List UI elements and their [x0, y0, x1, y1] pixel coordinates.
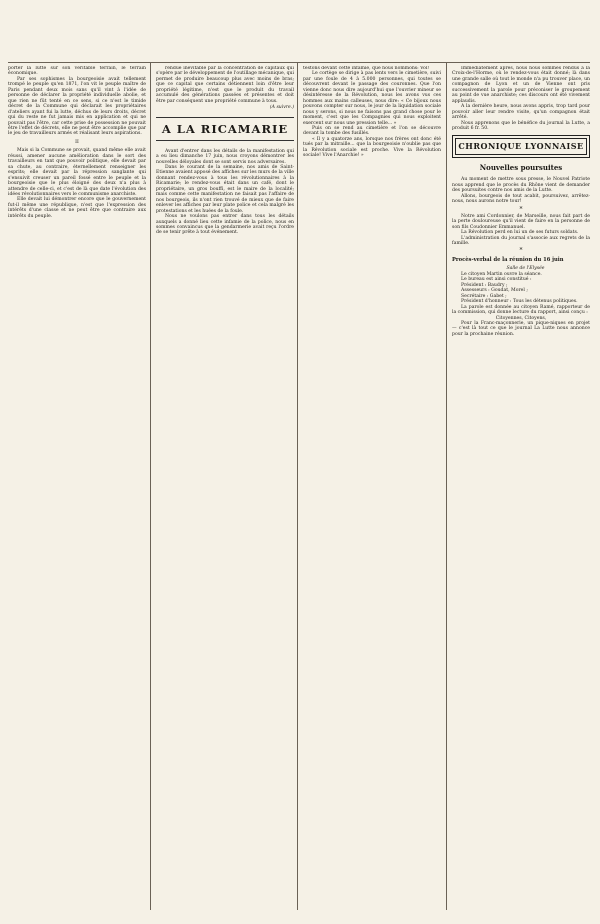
paragraph: Dans le courant de la semaine, nos amis de Saint-Etienne avaient apposé des affiches sur les murs de la ville donnant rendez-vous à tous les révolutionnaires à la Ricamarie; le rendez-vous était dans un café, dont le propriétaire, un gros bouffi, est le maire de la localité; mais comme cette manifestation ne faisait pas l'affaire de nos bourgeois, ils n'ont rien trouvé de mieux que de faire enlever les affiches par leur plate police et cela malgré les protestations et les huées de la foule.: [156, 164, 294, 214]
column-rule: [446, 62, 447, 910]
paragraph: Secrétaire : Gabet ;: [461, 293, 507, 299]
column-rule: [297, 62, 298, 910]
paragraph: testons devant cette infamie, que nous nommons: Vol!: [303, 66, 430, 71]
section-title: CHRONIQUE LYONNAISE: [455, 138, 587, 155]
paragraph: Le citoyen Martin ouvre la séance.: [461, 271, 542, 277]
paragraph: Allons, bourgeois de tout acabit, poursuivez, arrêtez-nous, nous aurons notre tour!: [452, 193, 590, 205]
section-number: II: [75, 139, 79, 145]
paragraph: Le cortège se dirige à pas lents vers le cimetière, suivi par une foule de 4 à 5.000 personnes, qui toutes se découvrent devant le passage des couronnes. Que l'on vienne donc nous dire aujourd'hui que l'ouvrier mineur se désintéresse de la Révolution, nous les avons vus ces hommes aux mains calleuses, nous dire: « Ce bijoux nous pouvons compter sur nous, le jour de la liquidation sociale nous y serons, si nous ne faisons pas grand chose pour le moment, c'est que les Compagnies qui nous exploitent exercent sur nous une pression telle... »: [303, 71, 441, 126]
paragraph: A la dernière heure, nous avons appris, trop tard pour pouvoir aller leur rendre visite, qu'un compagnon était arrêté.: [452, 104, 590, 121]
paragraph: Puis on se rend au cimetière et l'on se découvre devant la tombe des fusillés.: [303, 125, 441, 137]
paragraph: porter la lutte sur son véritable terrain, le terrain économique.: [8, 66, 146, 77]
paragraph: Avant d'entrer dans les détails de la manifestation qui a eu lieu dimanche 17 juin, nous croyons démontrer les nouvelles déloyales dont se sont servis nos adversaires.: [156, 148, 294, 165]
paragraph: Au moment de mettre sous presse, le Nouvel Patriote nous apprend que le procès du Rhône vient de demander des poursuites contre nos amis de la Lutte.: [452, 177, 590, 194]
paragraph: Notre ami Cordonnier, de Marseille, nous fait part de la perte douloureuse qu'il vient de faire en la personne de son fils Coudonnier Emmanuel.: [452, 213, 590, 230]
separator-asterisk: *: [519, 247, 523, 255]
paragraph: La parole est donnée au citoyen Ramé, rapporteur de la commission, qui donne lecture du rapport, ainsi conçu :: [452, 304, 590, 316]
paragraph: La Révolution perd en lui un de ses futurs soldats.: [461, 230, 579, 236]
paragraph: L'administration du journal s'associe aux regrets de la famille.: [452, 235, 590, 246]
paragraph: Citoyennes, Citoyens,: [495, 315, 547, 321]
top-rule: [8, 62, 590, 63]
article-signature: (A suivre.): [269, 105, 294, 111]
article-heading: Procès-verbal de la réunion du 16 juin: [452, 257, 564, 264]
column-4: [452, 66, 590, 910]
paragraph: Le bureau est ainsi constitué :: [461, 277, 532, 283]
paragraph: Nous apprenons que le bénéfice du journal la Lutte, a produit 6 fr. 50.: [452, 120, 590, 131]
section-box: [452, 135, 590, 158]
paragraph: Assesseurs : Goudat, Morel ;: [461, 288, 528, 294]
article-subtitle: Nouvelles poursuites: [479, 163, 563, 173]
paragraph: Immédiatement après, nous nous sommes rendus à la Croix-de-l'Horme, où le rendez-vous était donné; là dans une grande salle où tout le monde n'a pu trouver place, un compagnon de Lyon et un de Vienne ont pris successivement la parole pour préconiser le groupement au point de vue anarchiste; ces discours ont été vivement applaudis.: [452, 66, 590, 104]
paragraph: rendue inévitable par la concentration de capitaux qui s'opère par le développement de l'outillage mécanique, qui permet de produire beaucoup plus avec moins de bras; que ce capital que certains détiennent loin d'être leur propriété légitime, n'est que le produit du travail accumulé des générations passées et présentes et doit être par conséquent une propriété commune à tous.: [156, 66, 294, 104]
paragraph: Président : Baudry ;: [461, 282, 508, 288]
paragraph: Nous ne voulons pas entrer dans tous les détails auxquels a donné lieu cette infamie de la police, nous en sommes convaincus que la gendarmerie avait reçu l'ordre de se tenir prête à tout événement.: [156, 214, 294, 236]
column-2: [156, 66, 294, 910]
paragraph: « Il y a quatorze ans, lorsque nos frères ont donc été tués par la mitraille... que la bourgeoisie n'oublie pas que la Révolution sociale est proche. Vive la Révolution sociale! Vive l'Anarchie! »: [303, 136, 441, 159]
column-3: [303, 66, 441, 910]
paragraph: Elle devait lui démontrer encore que le gouvernement fut-il même une république, n'est que l'expression des intérêts d'une classe et ne peut être que contraire aux intérêts du peuple.: [8, 197, 146, 219]
paragraph: Pour la Franc-maçonnerie, un pique-niques en projet — c'est là tout ce que le journal La Lutte nous annonce pour la prochaine réunion.: [452, 320, 590, 337]
column-1: [8, 66, 146, 910]
paragraph: Par ses sophismes la bourgeoisie avait tellement trompé le peuple qu'en 1871, l'on vit le peuple maître de Paris pendant deux mois sans qu'il vint à l'idée de personne de déclarer la propriété individuelle abolie, et que rien ne fût tenté en ce sens, si ce n'est le timide décret de la Commune qui déclarait les propriétaires d'ateliers ayant fui la lutte, déchus de leurs droits, décret qui du reste ne fut jamais mis en application et qui ne pouvait pas l'être, car cette prise de possession ne pouvait être l'effet de décrets, elle ne peut être accomplie que par le jeu de travailleurs armés et réalisant leurs aspirations.: [8, 76, 146, 137]
paragraph: Président d'honneur : Tous les détenus politiques.: [461, 299, 578, 305]
separator-asterisk: *: [519, 205, 523, 213]
column-rule: [150, 62, 151, 910]
article-subheading: Salle de l'Elysée: [506, 266, 545, 272]
article-headline: A LA RICAMARIE: [156, 117, 294, 141]
paragraph: Mais si la Commune se provait, quand même elle avait réussi, amener aucune amélioration dans le sort des travailleurs en tant que pouvoir politique, elle devait par sa chute, au contraire, éternellement renseigner les esprits; elle devait par la répression sanglante qui s'ensuivit creuser un pareil fossé entre le peuple et la bourgeoisie que le plus éloigné des deux n'a plus à attendre de celle-ci, et c'est de là que date l'évolution des idées révolutionnaires vers le communisme anarchiste.: [8, 148, 146, 197]
